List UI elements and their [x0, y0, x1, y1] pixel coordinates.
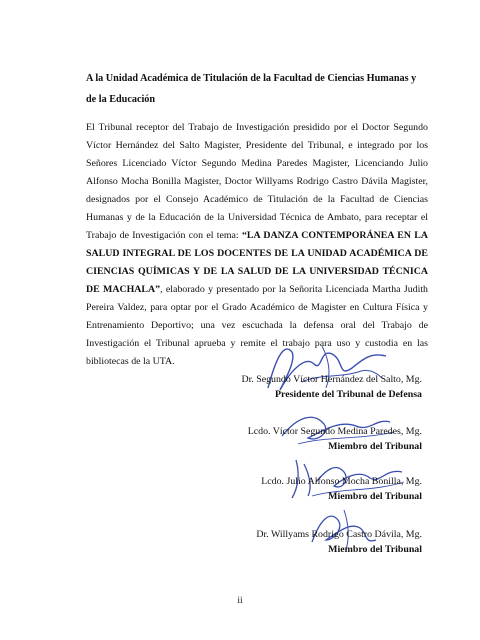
paragraph-intro: El Tribunal receptor del Trabajo de Investigación presidido por el Doctor Segundo Víctor Hernández del Salto Magister, Presidente del Tribunal, e integrado por los Señores Licenciado Víctor Segundo Medina Paredes Magister, Licenciando Julio Alfonso Mocha Bonilla Magister, Doctor Willyams Rodrigo Castro Dávila Magister, designados por el Consejo Académico de Titulación de la Facultad de Ciencias Humanas y de la Educación de la Universidad Técnica de Ambato, para receptar el Trabajo de Investigación con el tema:	[86, 122, 428, 241]
signatory-block-president	[241, 372, 422, 402]
signatory-role: Presidente del Tribunal de Defensa	[274, 389, 422, 400]
thesis-title: “LA DANZA CONTEMPORÁNEA EN LA SALUD INTEGRAL DE LOS DOCENTES DE LA UNIDAD ACADÉMICA DE CIENCIAS QUÍMICAS Y DE LA SALUD DE LA UNIVERSIDAD TÉCNICA DE MACHALA”	[86, 230, 428, 295]
signatory-name: Dr. Willyams Rodrigo Castro Dávila, Mg.	[256, 529, 422, 540]
body-paragraph	[86, 119, 428, 371]
page-number: ii	[237, 596, 243, 606]
signatory-block-member-1	[248, 424, 422, 454]
signatory-name: Lcdo. Julio Alfonso Mocha Bonilla, Mg.	[261, 476, 422, 487]
signatory-name: Lcdo. Víctor Segundo Medina Paredes, Mg.	[247, 426, 422, 437]
signatory-block-member-2	[261, 474, 422, 504]
signatory-role: Miembro del Tribunal	[328, 441, 422, 452]
signatory-name: Dr. Segundo Víctor Hernández del Salto, Mg.	[241, 374, 422, 385]
document-heading: A la Unidad Académica de Titulación de la Facultad de Ciencias Humanas y de la Educación	[86, 73, 417, 105]
signatory-block-member-3	[256, 527, 422, 557]
signatory-role: Miembro del Tribunal	[328, 544, 422, 555]
signatory-role: Miembro del Tribunal	[328, 491, 422, 502]
paragraph-outro: , elaborado y presentado por la Señorita Licenciada Martha Judith Pereira Valdez, para optar por el Grado Académico de Magister en Cultura Física y Entrenamiento Deportivo; una vez escuchada la defensa oral del Trabajo de Investigación el Tribunal aprueba y remite el trabajo para uso y custodia en las bibliotecas de la UTA.	[86, 284, 428, 367]
